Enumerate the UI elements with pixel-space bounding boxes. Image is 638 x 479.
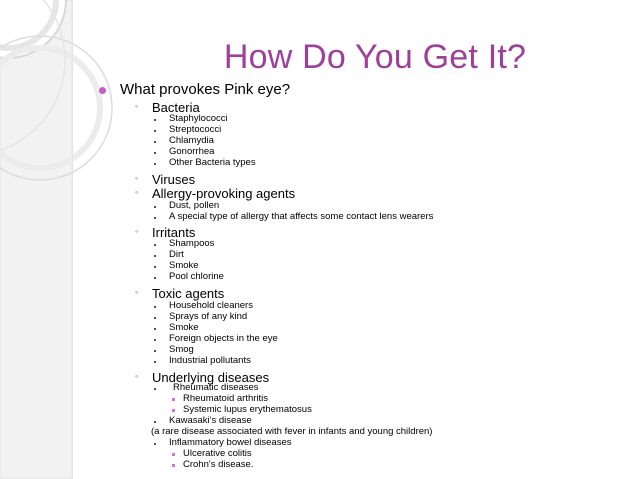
dot-bullet-icon (154, 339, 156, 341)
bullet-text: Gonorrhea (169, 146, 215, 157)
circle-bullet-icon: ◦ (135, 371, 139, 381)
bullet-text: Systemic lupus erythematosus (183, 404, 312, 415)
circle-bullet-icon: ◦ (135, 187, 139, 197)
bullet-text: Foreign objects in the eye (169, 333, 278, 344)
square-bullet-icon (172, 464, 175, 467)
bullet-text: Smoke (169, 322, 199, 333)
bullet-text: Kawasaki's disease (169, 415, 252, 426)
dot-bullet-icon (154, 255, 156, 257)
bullet-text: Allergy-provoking agents (152, 186, 296, 201)
bullet-text: Rheumatoid arthritis (183, 393, 269, 404)
bullet-text: A special type of allergy that affects some contact lens wearers (169, 211, 434, 222)
square-bullet-icon (172, 453, 175, 456)
slide-title: How Do You Get It? (223, 38, 527, 76)
dot-bullet-icon (154, 328, 156, 330)
bullet-text: Dirt (169, 249, 184, 260)
bullet-text: Rheumatic diseases (173, 382, 259, 393)
dot-bullet-icon (154, 306, 156, 308)
dot-bullet-icon (154, 119, 156, 121)
circle-bullet-icon: ◦ (135, 101, 139, 111)
dot-bullet-icon (154, 130, 156, 132)
dot-bullet-icon (154, 266, 156, 268)
dot-bullet-icon (154, 244, 156, 246)
square-bullet-icon (172, 398, 175, 401)
dot-bullet-icon (154, 317, 156, 319)
bullet-text: Smoke (169, 260, 199, 271)
bullet-icon (99, 87, 106, 94)
bullet-text: Other Bacteria types (169, 157, 256, 168)
circle-bullet-icon: ◦ (135, 226, 139, 236)
dot-bullet-icon (154, 443, 156, 445)
bullet-text: Underlying diseases (152, 370, 270, 385)
bullet-text: Irritants (152, 225, 196, 240)
bullet-text: Streptococci (169, 124, 222, 135)
bullet-text: Dust, pollen (169, 200, 220, 211)
dot-bullet-icon (154, 350, 156, 352)
bullet-text: Staphylococci (169, 113, 228, 124)
bullet-text: Bacteria (152, 100, 200, 115)
circle-bullet-icon: ◦ (135, 287, 139, 297)
bullet-text: Household cleaners (169, 300, 253, 311)
circle-bullet-icon: ◦ (135, 173, 139, 183)
dot-bullet-icon (154, 217, 156, 219)
bullet-text: Smog (169, 344, 194, 355)
bullet-text: Pool chlorine (169, 271, 224, 282)
dot-bullet-icon (154, 388, 156, 390)
dot-bullet-icon (154, 163, 156, 165)
bullet-text: Inflammatory bowel diseases (169, 437, 292, 448)
dot-bullet-icon (154, 206, 156, 208)
dot-bullet-icon (154, 361, 156, 363)
bullet-text: Viruses (152, 172, 196, 187)
bullet-text: Toxic agents (152, 286, 225, 301)
bullet-text: (a rare disease associated with fever in infants and young children) (151, 426, 433, 437)
dot-bullet-icon (154, 277, 156, 279)
bullet-text: Chlamydia (169, 135, 214, 146)
dot-bullet-icon (154, 421, 156, 423)
bullet-text: Shampoos (169, 238, 215, 249)
dot-bullet-icon (154, 152, 156, 154)
bullet-text: Ulcerative colitis (183, 448, 252, 459)
bullet-text: Sprays of any kind (169, 311, 248, 322)
bullet-text: Industrial pollutants (169, 355, 251, 366)
bullet-text: Crohn's disease. (183, 459, 254, 470)
square-bullet-icon (172, 409, 175, 412)
bullet-text: What provokes Pink eye? (120, 81, 291, 98)
dot-bullet-icon (154, 141, 156, 143)
